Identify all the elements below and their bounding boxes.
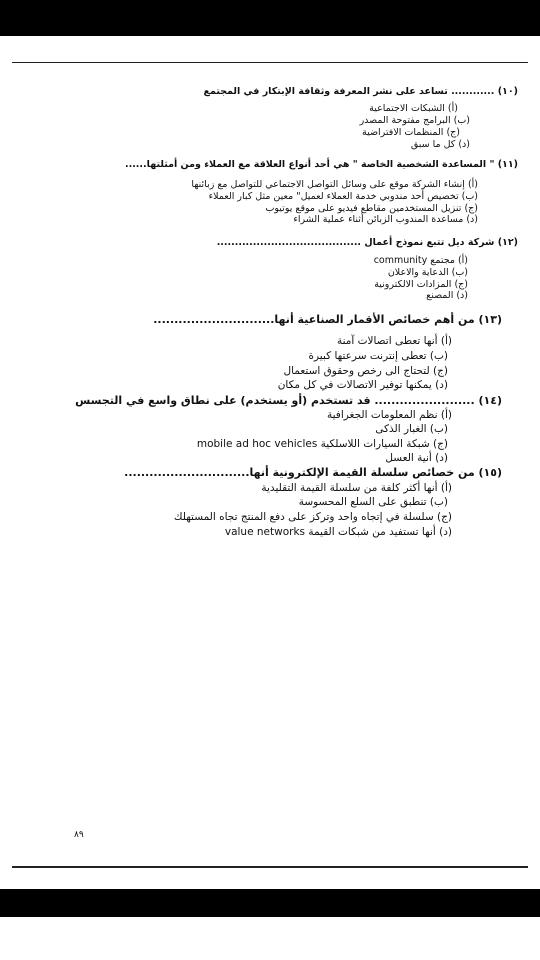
question-14-option-c: (ج) شبكة السيارات اللاسلكية mobile ad hoc vehicles bbox=[196, 438, 448, 450]
question-14-option-a: (أ) نظم المعلومات الجغرافية bbox=[327, 409, 452, 421]
question-12-option-d: (د) المصنع bbox=[426, 290, 468, 301]
question-10-option-d: (د) كل ما سبق bbox=[410, 139, 470, 150]
question-13-option-c: (ج) لتحتاج الى رخص وحقوق استعمال bbox=[283, 365, 448, 377]
question-15-option-c: (ج) سلسلة في إتجاه واحد وتركز على دفع المنتج تجاه المستهلك bbox=[173, 511, 452, 523]
question-10-title: (١٠) ............ تساعد على نشر المعرفة وثقافة الإبتكار في المجتمع bbox=[203, 86, 518, 97]
question-10-option-b: (ب) البرامج مفتوحة المصدر bbox=[359, 115, 470, 126]
question-12-option-a: (أ) مجتمع community bbox=[373, 255, 468, 266]
question-12-option-c: (ج) المزادات الالكترونية bbox=[374, 279, 468, 290]
top-rule bbox=[12, 62, 528, 63]
question-10-option-c: (ج) المنظمات الافتراضية bbox=[362, 127, 460, 138]
question-12-title: (١٢) شركة ديل تتبع نموذج أعمال ........................................ bbox=[216, 237, 518, 248]
page-number: ٨٩ bbox=[74, 830, 84, 840]
question-11-option-d: (د) مساعدة المندوب الزبائن أثناء عملية الشراء bbox=[293, 214, 478, 225]
question-11-title: (١١) " المساعدة الشخصية الخاصة " هي أحد أنواع العلاقة مع العملاء ومن أمثلتها...... bbox=[124, 159, 518, 170]
top-screen-bar bbox=[0, 0, 540, 36]
question-15-title: (١٥) من خصائص سلسلة القيمة الإلكترونية أنها.............................. bbox=[124, 466, 502, 479]
question-14-option-b: (ب) الغبار الذكى bbox=[375, 423, 448, 435]
question-15-option-a: (أ) أنها أكثر كلفة من سلسلة القيمة التقليدية bbox=[261, 482, 452, 494]
question-13-title: (١٣) من أهم خصائص الأقمار الصناعية أنها............................. bbox=[153, 313, 502, 326]
question-15-option-d: (د) أنها تستفيد من شبكات القيمة value networks bbox=[224, 526, 452, 538]
question-13-option-d: (د) يمكنها توفير الاتصالات في كل مكان bbox=[277, 379, 448, 391]
question-11-option-c: (ج) تنزيل المستخدمين مقاطع فيديو على موقع يوتيوب bbox=[265, 203, 478, 214]
question-14-option-d: (د) أنية العسل bbox=[385, 452, 448, 464]
question-10-option-a: (أ) الشبكات الاجتماعية bbox=[369, 103, 458, 114]
question-13-option-b: (ب) تعطى إنترنت سرعتها كبيرة bbox=[308, 350, 448, 362]
question-15-option-b: (ب) تنطبق على السلع المحسوسة bbox=[298, 496, 448, 508]
question-11-option-b: (ب) تخصيص أحد مندوبي خدمة العملاء لعميل" معين مثل كبار العملاء bbox=[208, 191, 478, 202]
bottom-rule bbox=[12, 866, 528, 868]
bottom-screen-bar bbox=[0, 889, 540, 917]
question-11-option-a: (أ) إنشاء الشركة موقع على وسائل التواصل الاجتماعي للتواصل مع زبائنها bbox=[191, 179, 478, 190]
question-14-title: (١٤) ........................ قد تستخدم (أو يستخدم) على نطاق واسع في التجسس bbox=[75, 394, 502, 407]
question-13-option-a: (أ) أنها تعطى اتصالات آمنة bbox=[336, 335, 452, 347]
question-12-option-b: (ب) الدعاية والاعلان bbox=[387, 267, 468, 278]
